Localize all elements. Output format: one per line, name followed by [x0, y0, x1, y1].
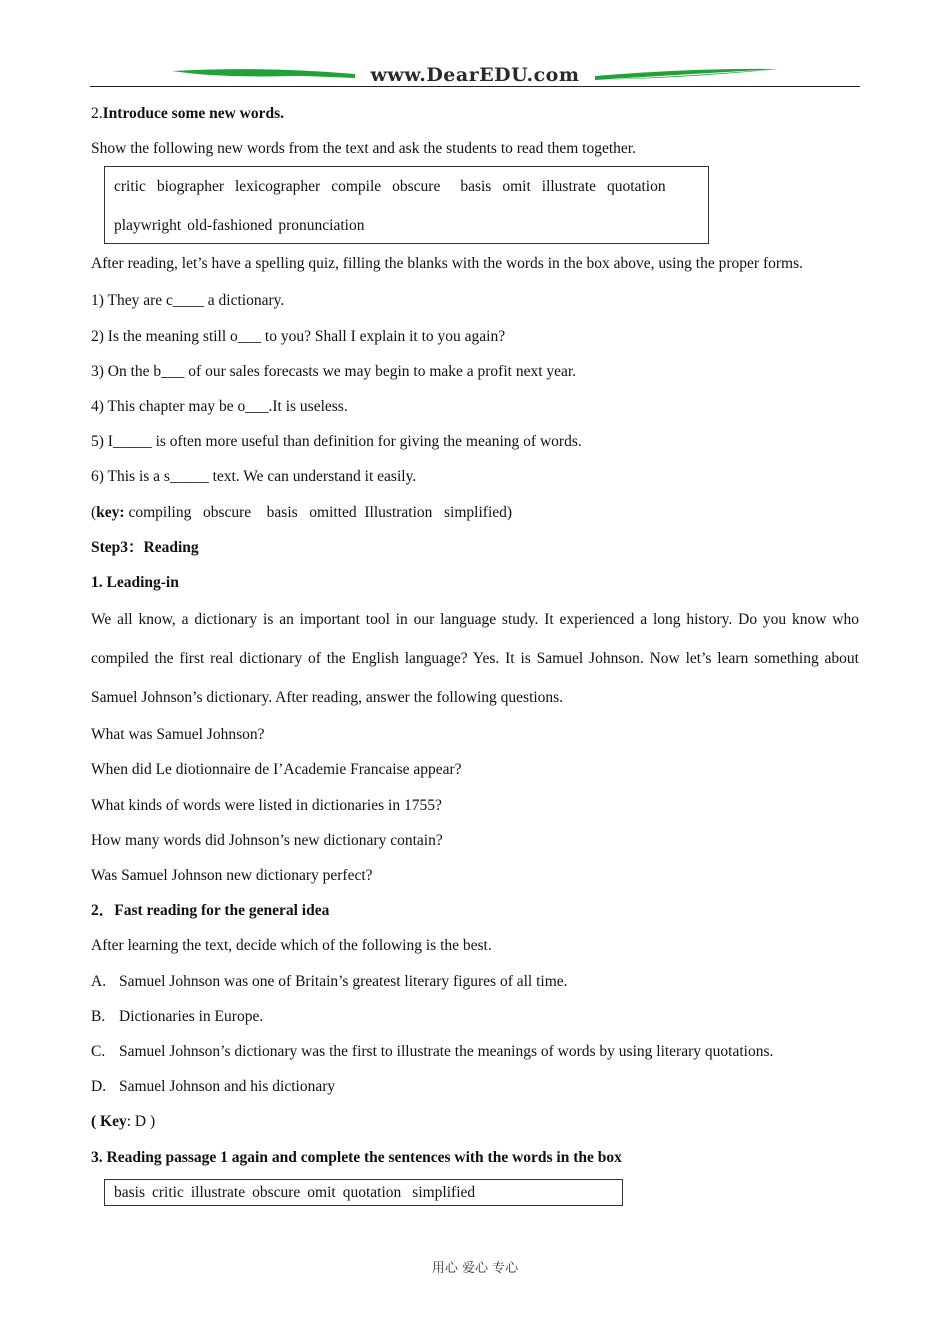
heading-number: 2. — [91, 105, 103, 122]
page-footer: 用心 爱心 专心 — [431, 1261, 519, 1276]
option-text: Samuel Johnson’s dictionary was the first to illustrate the meanings of words by using literary quotations. — [119, 1043, 774, 1061]
word-item: quotation — [342, 1183, 402, 1201]
step3-heading: Step3：Reading — [91, 538, 199, 556]
word-item: basis — [460, 178, 492, 196]
word-item: obscure — [392, 178, 441, 196]
word-item: critic — [152, 1183, 184, 1201]
quiz-item: 4) This chapter may be o___.It is useless. — [91, 398, 348, 416]
quiz-answer-key: (key: compiling obscure basis omitted Illustration simplified) — [91, 503, 513, 521]
quiz-intro: After reading, let’s have a spelling quiz, filling the blanks with the words in the box above, using the proper forms. — [91, 255, 803, 273]
leading-in-paragraph: We all know, a dictionary is an important tool in our language study. It experienced a long history. Do you know who compiled the first real dictionary of the English language? Yes. It is Samuel Johnson. Now let’s learn something about Samuel Johnson’s dictionary. After reading, answer the following questions. — [91, 611, 859, 707]
option-letter: C. — [91, 1043, 106, 1061]
option-text: Samuel Johnson and his dictionary — [119, 1078, 336, 1096]
fast-reading-heading: 2．Fast reading for the general idea — [91, 902, 330, 920]
key-label: Key — [100, 1113, 127, 1131]
word-item: obscure — [252, 1183, 301, 1201]
word-item: lexicographer — [234, 178, 321, 196]
quiz-item: 2) Is the meaning still o___ to you? Shall I explain it to you again? — [91, 327, 506, 345]
question-item: What was Samuel Johnson? — [91, 726, 265, 744]
word-item: biographer — [156, 178, 224, 196]
question-item: What kinds of words were listed in dictionaries in 1755? — [91, 796, 442, 814]
word-item: omit — [307, 1183, 336, 1201]
passage-heading: 3. Reading passage 1 again and complete the sentences with the words in the box — [91, 1148, 622, 1166]
document-body — [91, 96, 859, 1206]
new-words-instruction: Show the following new words from the text and ask the students to read them together. — [91, 140, 636, 158]
new-words-box — [104, 166, 709, 244]
site-header — [90, 62, 860, 90]
option-letter: B. — [91, 1007, 106, 1025]
option-item — [91, 1069, 859, 1104]
fast-reading-key: ( Key: D ) — [91, 1113, 156, 1131]
header-divider — [90, 86, 860, 87]
option-item — [91, 1034, 859, 1069]
word-box-line-2 — [114, 206, 699, 245]
site-logo-text: www.DearEDU.com — [370, 64, 580, 86]
heading-text: Introduce some new words. — [102, 105, 285, 122]
word-item: illustrate — [190, 1183, 246, 1201]
word-item: compile — [331, 178, 382, 196]
quiz-item: 5) I_____ is often more useful than definition for giving the meaning of words. — [91, 433, 582, 451]
option-text: Dictionaries in Europe. — [119, 1007, 264, 1025]
quiz-item: 1) They are c____ a dictionary. — [91, 292, 285, 310]
leading-in-heading: 1. Leading-in — [91, 574, 179, 592]
option-item — [91, 964, 859, 999]
option-letter: D. — [91, 1078, 107, 1096]
option-letter: A. — [91, 972, 107, 990]
sentence-words-box — [104, 1179, 623, 1206]
quiz-item: 3) On the b___ of our sales forecasts we may begin to make a profit next year. — [91, 362, 577, 380]
option-text: Samuel Johnson was one of Britain’s greatest literary figures of all time. — [119, 972, 568, 990]
word-item: pronunciation — [278, 217, 365, 235]
word-item: old-fashioned — [187, 217, 273, 235]
word-item: quotation — [607, 178, 666, 196]
question-item: When did Le diotionnaire de I’Academie Francaise appear? — [91, 761, 462, 779]
quiz-item: 6) This is a s_____ text. We can understand it easily. — [91, 468, 417, 486]
question-item: Was Samuel Johnson new dictionary perfect? — [91, 867, 373, 885]
word-item: playwright — [114, 217, 182, 235]
section-heading-new-words — [91, 96, 859, 131]
word-item: omit — [502, 178, 531, 196]
question-item: How many words did Johnson’s new dictionary contain? — [91, 831, 443, 849]
word-item: illustrate — [541, 178, 597, 196]
key-answers: compiling obscure basis omitted Illustration simplified — [128, 503, 507, 521]
word-item: simplified — [412, 1183, 476, 1201]
word-item: basis — [114, 1183, 145, 1201]
option-item — [91, 999, 859, 1034]
key-label: key: — [96, 503, 125, 521]
fast-reading-instruction: After learning the text, decide which of the following is the best. — [91, 937, 492, 955]
word-item: critic — [114, 178, 146, 196]
word-box-line-1 — [114, 167, 699, 206]
